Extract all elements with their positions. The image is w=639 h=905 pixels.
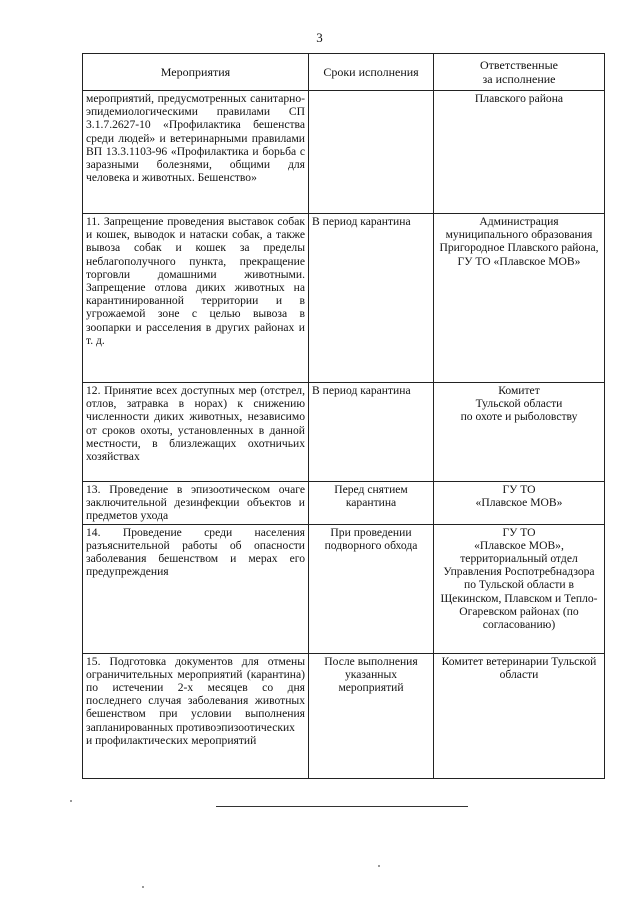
responsible-cell: Комитет ветеринарии Тульской области <box>434 653 605 778</box>
page-number: 3 <box>316 30 323 45</box>
deadline-cell: При проведении подворного обхода <box>309 524 434 653</box>
table-row <box>83 91 605 214</box>
table-row <box>83 214 605 383</box>
measure-cell: 12. Принятие всех доступных мер (отстрел, отлов, затравка в норах) к снижению численности диких животных, независимо от сроков охоты, установленных в данной местности, в близлежащих охотничьих хозяйствах <box>83 383 309 482</box>
deadline-cell: После выполнения указанных мероприятий <box>309 653 434 778</box>
deadline-cell: В период карантина <box>309 383 434 482</box>
measure-cell: 13. Проведение в эпизоотическом очаге заключительной дезинфекции объектов и предметов ухода <box>83 482 309 525</box>
deadline-cell: Перед снятием карантина <box>309 482 434 525</box>
table-row <box>83 383 605 482</box>
table-row <box>83 653 605 778</box>
deadline-cell <box>309 91 434 214</box>
measures-table <box>82 53 605 779</box>
scan-speck <box>378 865 380 867</box>
table-row <box>83 482 605 525</box>
responsible-cell: Плавского района <box>434 91 605 214</box>
responsible-cell: ГУ ТО «Плавское МОВ» <box>434 482 605 525</box>
measure-cell: мероприятий, предусмотренных санитарно-эпидемиологическими правилами СП 3.1.7.2627-10 «Профилактика бешенства среди людей» и ветеринарными правилами ВП 13.3.1103-96 «Профилактика и борьба с заразными болезнями, общими для человека и животных. Бешенство» <box>83 91 309 214</box>
measure-cell: 14. Проведение среди населения разъяснительной работы об опасности заболевания бешенством и мерах его предупреждения <box>83 524 309 653</box>
scan-speck <box>142 886 144 888</box>
header-responsible: Ответственные за исполнение <box>434 54 605 91</box>
responsible-cell: Комитет Тульской области по охоте и рыболовству <box>434 383 605 482</box>
responsible-cell: ГУ ТО «Плавское МОВ», территориальный отдел Управления Роспотребнадзора по Тульской области в Щекинском, Плавском и Тепло-Огаревском районах (по согласованию) <box>434 524 605 653</box>
table-row <box>83 524 605 653</box>
measure-cell: 11. Запрещение проведения выставок собак и кошек, выводок и натаски собак, а также вывоза собак и кошек за пределы неблагополучного пункта, прекращение торговли домашними животными. Запрещение отлова диких животных на карантинированной территории и в угрожаемой зоне с целью вывоза в зоопарки и расселения в других районах и т. д. <box>83 214 309 383</box>
table-header-row <box>83 54 605 91</box>
header-deadlines: Сроки исполнения <box>309 54 434 91</box>
responsible-cell: Администрация муниципального образования Пригородное Плавского района, ГУ ТО «Плавское МОВ» <box>434 214 605 383</box>
signature-line <box>216 806 468 807</box>
header-measures: Мероприятия <box>83 54 309 91</box>
deadline-cell: В период карантина <box>309 214 434 383</box>
measure-cell: 15. Подготовка документов для отмены ограничительных мероприятий (карантина) по истечении 2-х месяцев со дня последнего случая заболевания животных бешенством при условии выполнения запланированных противоэпизоотических и профилактических мероприятий <box>83 653 309 778</box>
scan-speck <box>70 800 72 802</box>
